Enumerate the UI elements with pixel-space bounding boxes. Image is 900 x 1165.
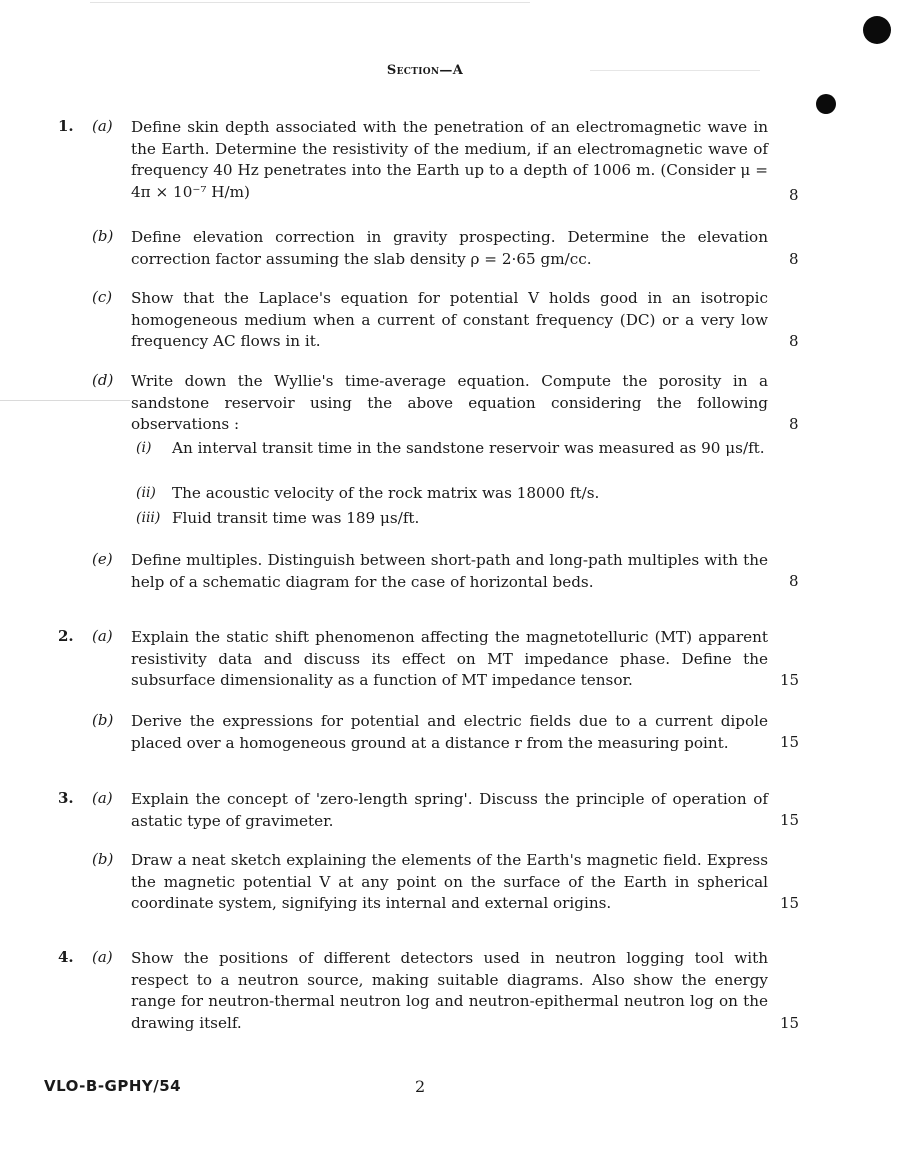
scan-artifact-line <box>0 400 130 401</box>
part-label: (a) <box>92 117 113 135</box>
part-text: Explain the concept of 'zero-length spring'. Discuss the principle of operation of astatic type of gravimeter. <box>131 790 768 830</box>
part-label: (a) <box>92 789 113 807</box>
part-text: Draw a neat sketch explaining the elements of the Earth's magnetic field. Express the magnetic potential V at any point on the surface of the Earth in spherical coordinate system, signifying its internal and external origins. <box>131 851 768 912</box>
part-marks: 15 <box>780 811 800 829</box>
part-text: Explain the static shift phenomenon affecting the magnetotelluric (MT) apparent resistivity data and discuss its effect on MT impedance phase. Define the subsurface dimensionality as a function of MT impedance tensor. <box>131 628 768 689</box>
part-text: Define multiples. Distinguish between short-path and long-path multiples with the help of a schematic diagram for the case of horizontal beds. <box>131 551 768 591</box>
part-label: (b) <box>92 850 114 868</box>
part-text: Derive the expressions for potential and electric fields due to a current dipole placed over a homogeneous ground at a distance r from the measuring point. <box>131 712 768 752</box>
part-label: (d) <box>92 371 114 389</box>
part-marks: 8 <box>789 415 799 433</box>
part-text: Write down the Wyllie's time-average equation. Compute the porosity in a sandstone reservoir using the above equation considering the following observations : <box>131 372 768 433</box>
part-text: Show that the Laplace's equation for potential V holds good in an isotropic homogeneous medium when a current of constant frequency (DC) or a very low frequency AC flows in it. <box>131 289 768 350</box>
part-label: (a) <box>92 627 113 645</box>
part-marks: 15 <box>780 733 800 751</box>
part-marks: 15 <box>780 671 800 689</box>
part-marks: 15 <box>780 1014 800 1032</box>
part-marks: 8 <box>789 572 799 590</box>
part-label: (c) <box>92 288 113 306</box>
part-marks: 8 <box>789 250 799 268</box>
scan-artifact-line <box>90 2 530 3</box>
subpart-label: (iii) <box>136 510 161 526</box>
paper-code: VLO-B-GPHY/54 <box>44 1077 182 1095</box>
subpart-text: The acoustic velocity of the rock matrix was 18000 ft/s. <box>172 484 600 502</box>
subpart-label: (ii) <box>136 485 156 501</box>
subpart-text: An interval transit time in the sandstone reservoir was measured as 90 μs/ft. <box>172 439 765 457</box>
part-marks: 15 <box>780 894 800 912</box>
question-number: 1. <box>58 117 74 135</box>
section-title: Section—A <box>386 63 464 78</box>
part-label: (e) <box>92 550 113 568</box>
part-label: (b) <box>92 227 114 245</box>
part-text: Show the positions of different detectors used in neutron logging tool with respect to a neutron source, making suitable diagrams. Also show the energy range for neutron-thermal neutron log and neutron-epithermal neutron log on the drawing itself. <box>131 949 768 1032</box>
question-number: 4. <box>58 948 74 966</box>
part-label: (a) <box>92 948 113 966</box>
question-number: 2. <box>58 627 74 645</box>
part-marks: 8 <box>789 332 799 350</box>
subpart-text: Fluid transit time was 189 μs/ft. <box>172 509 420 527</box>
part-label: (b) <box>92 711 114 729</box>
punch-hole-mark <box>863 16 891 44</box>
page-number: 2 <box>415 1077 426 1096</box>
question-number: 3. <box>58 789 74 807</box>
subpart-label: (i) <box>136 440 152 456</box>
punch-hole-mark <box>816 94 836 114</box>
part-text: Define skin depth associated with the penetration of an electromagnetic wave in the Earth. Determine the resistivity of the medium, if an electromagnetic wave of frequency 40 Hz penetrates into the Earth up to a depth of 1006 m. (Consider μ = 4π × 10⁻⁷ H/m) <box>131 118 768 201</box>
part-text: Define elevation correction in gravity prospecting. Determine the elevation correction factor assuming the slab density ρ = 2·65 gm/cc. <box>131 228 768 268</box>
part-marks: 8 <box>789 186 799 204</box>
